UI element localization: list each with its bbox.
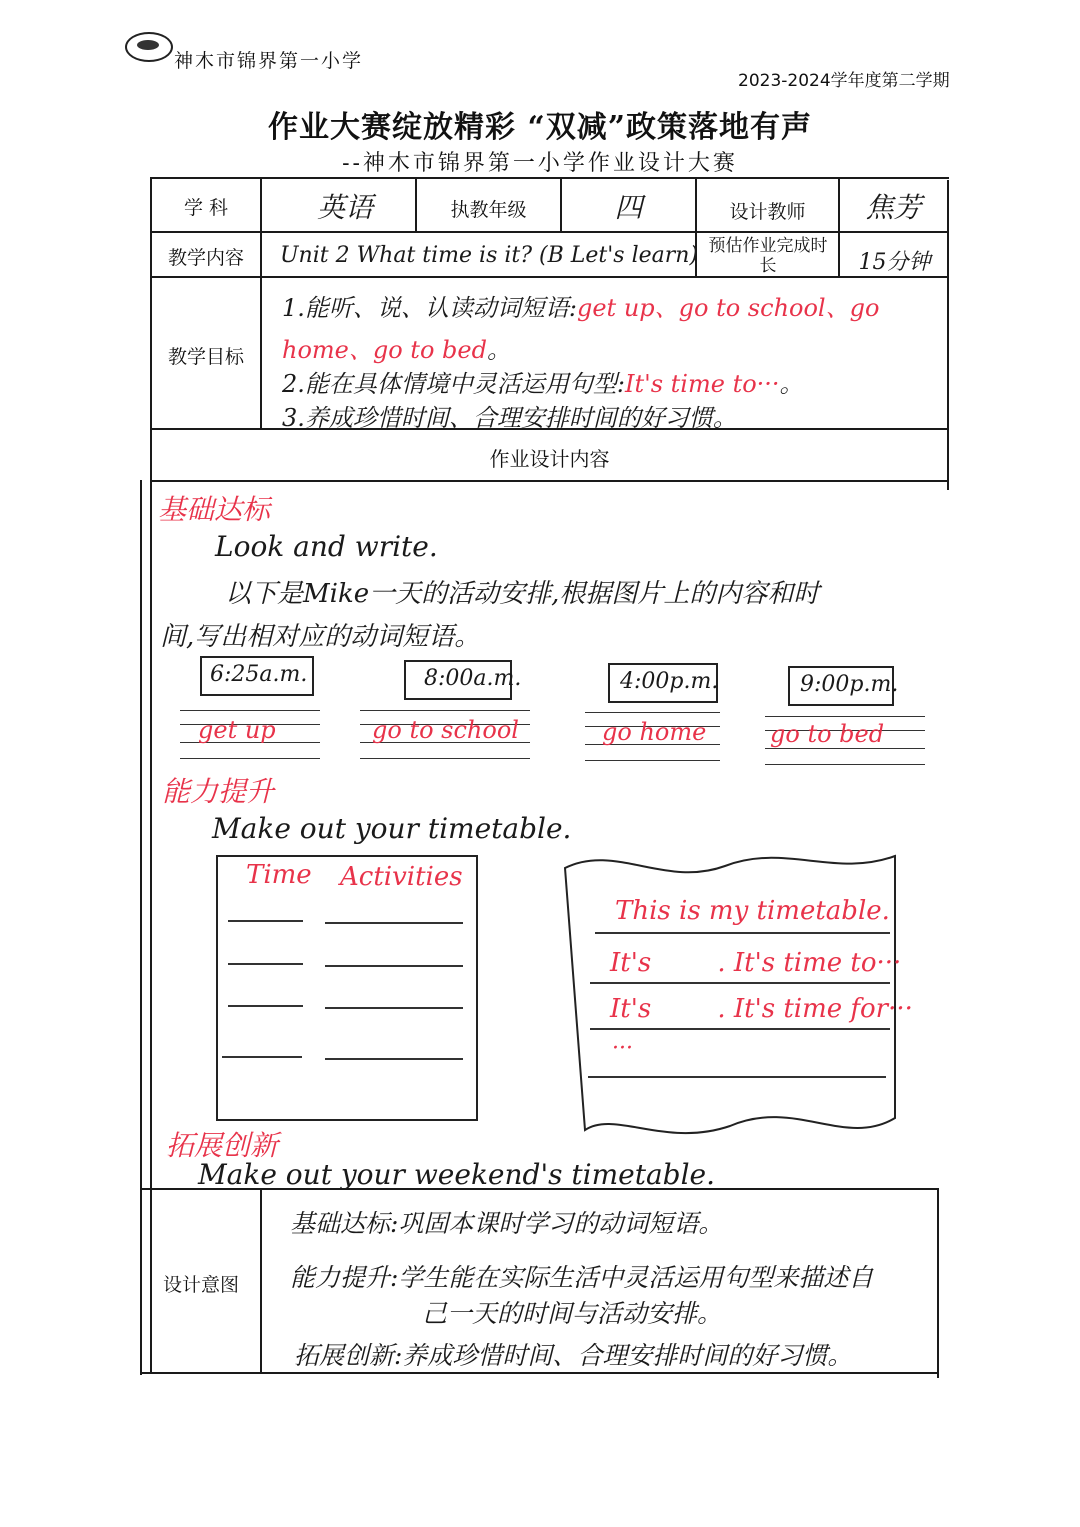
content-label: 教学内容 [167, 247, 244, 269]
table-border-right-top [947, 180, 949, 482]
basic-instruction: Look and write. [215, 530, 438, 563]
scroll-line-2: It's . It's time to··· [610, 948, 902, 978]
scroll-line [590, 982, 890, 984]
timetable-line [325, 965, 463, 967]
goals-line-2 [282, 330, 942, 365]
goals-line-3-end: 。 [779, 370, 804, 398]
basic-desc-line-1: 以下是Mike一天的活动安排,根据图片上的内容和时 [225, 579, 820, 609]
row-line-1 [150, 177, 949, 179]
goals-line-4: 3.养成珍惜时间、合理安排时间的好习惯。 [282, 404, 737, 432]
term-label: 2023-2024学年度第二学期 [738, 71, 950, 91]
intent-line-2: 能力提升:学生能在实际生活中灵活运用句型来描述自 [290, 1263, 874, 1292]
homework-header: 作业设计内容 [489, 447, 610, 471]
timetable-col-time: Time [246, 860, 312, 890]
school-logo [125, 32, 173, 62]
subject-label: 学 科 [183, 197, 229, 219]
goals-line-2-phrases: home、go to bed [282, 336, 487, 364]
row-line-5 [150, 480, 949, 482]
answer-line [765, 716, 925, 717]
page-subtitle: --神木市锦界第一小学作业设计大赛 [342, 151, 738, 176]
answer-line [360, 758, 530, 759]
goals-line-2-end: 。 [486, 336, 511, 364]
intent-line-3: 己一天的时间与活动安排。 [422, 1299, 723, 1328]
answer-line [180, 710, 320, 711]
timetable-line [228, 963, 303, 965]
goals-line-3-prefix: 2.能在具体情境中灵活运用句型: [282, 370, 625, 398]
basic-section-title: 基础达标 [158, 493, 271, 526]
answer-line [180, 758, 320, 759]
extend-section-title: 拓展创新 [166, 1129, 279, 1162]
ability-section-title: 能力提升 [162, 775, 275, 808]
table-border-left-lower [140, 480, 142, 1375]
answer-3: go home [602, 718, 707, 746]
goals-line-3-pattern: It's time to··· [624, 370, 780, 398]
scroll-line-4: ··· [612, 1036, 633, 1061]
scroll-line-1: This is my timetable. [615, 896, 890, 926]
answer-line [765, 748, 925, 749]
scroll-line-3: It's . It's time for··· [610, 994, 913, 1024]
timetable-col-activities: Activities [340, 862, 463, 892]
answer-line [585, 760, 720, 761]
answer-line [360, 710, 530, 711]
basic-desc-line-2: 间,写出相对应的动词短语。 [160, 622, 481, 652]
answer-2: go to school [372, 716, 519, 744]
label-col-divider [260, 177, 262, 429]
timetable-box [216, 855, 478, 1121]
teacher-value: 焦芳 [865, 191, 922, 224]
duration-label: 预估作业完成时长 [708, 236, 828, 276]
extend-instruction: Make out your weekend's timetable. [198, 1158, 716, 1191]
time-2: 8:00a.m. [424, 666, 522, 691]
goals-line-1-prefix: 1.能听、说、认读动词短语: [282, 294, 577, 322]
answer-1: get up [198, 716, 276, 744]
intent-line-1: 基础达标:巩固本课时学习的动词短语。 [290, 1209, 724, 1238]
answer-4: go to bed [770, 720, 885, 748]
timetable-line [325, 1058, 463, 1060]
teacher-label: 设计教师 [729, 201, 806, 223]
intent-line-4: 拓展创新:养成珍惜时间、合理安排时间的好习惯。 [294, 1341, 853, 1370]
intent-label: 设计意图 [162, 1274, 239, 1296]
ability-instruction: Make out your timetable. [212, 812, 572, 845]
time-4: 9:00p.m. [800, 672, 899, 697]
timetable-line [228, 920, 303, 922]
goals-line-3 [282, 364, 942, 399]
timetable-line [325, 1007, 463, 1009]
timetable-line [222, 1056, 302, 1058]
goals-line-1 [282, 288, 942, 323]
subject-value: 英语 [316, 191, 373, 224]
scroll-line [590, 1028, 890, 1030]
label-col-divider-bottom [260, 1188, 262, 1374]
time-3: 4:00p.m. [620, 669, 719, 694]
school-name: 神木市锦界第一小学 [174, 50, 364, 72]
grade-value: 四 [614, 191, 643, 224]
timetable-line [325, 922, 463, 924]
table-border-right-stub [947, 480, 949, 490]
goals-line-1-phrases: get up、go to school、go [576, 294, 880, 322]
timetable-line [228, 1005, 303, 1007]
row-line-3 [150, 276, 949, 278]
grade-label: 执教年级 [450, 199, 527, 221]
content-value: Unit 2 What time is it? (B Let's learn) [280, 243, 699, 268]
goals-label: 教学目标 [167, 346, 244, 368]
table-border-right-bottom [937, 1188, 939, 1378]
scroll-line [595, 932, 890, 934]
row-line-2 [150, 231, 949, 233]
scroll-line [588, 1076, 886, 1078]
answer-line [765, 764, 925, 765]
answer-line [585, 712, 720, 713]
time-1: 6:25a.m. [210, 662, 308, 687]
duration-value: 15分钟 [858, 250, 931, 275]
page-title: 作业大赛绽放精彩 “双减”政策落地有声 [268, 110, 812, 145]
